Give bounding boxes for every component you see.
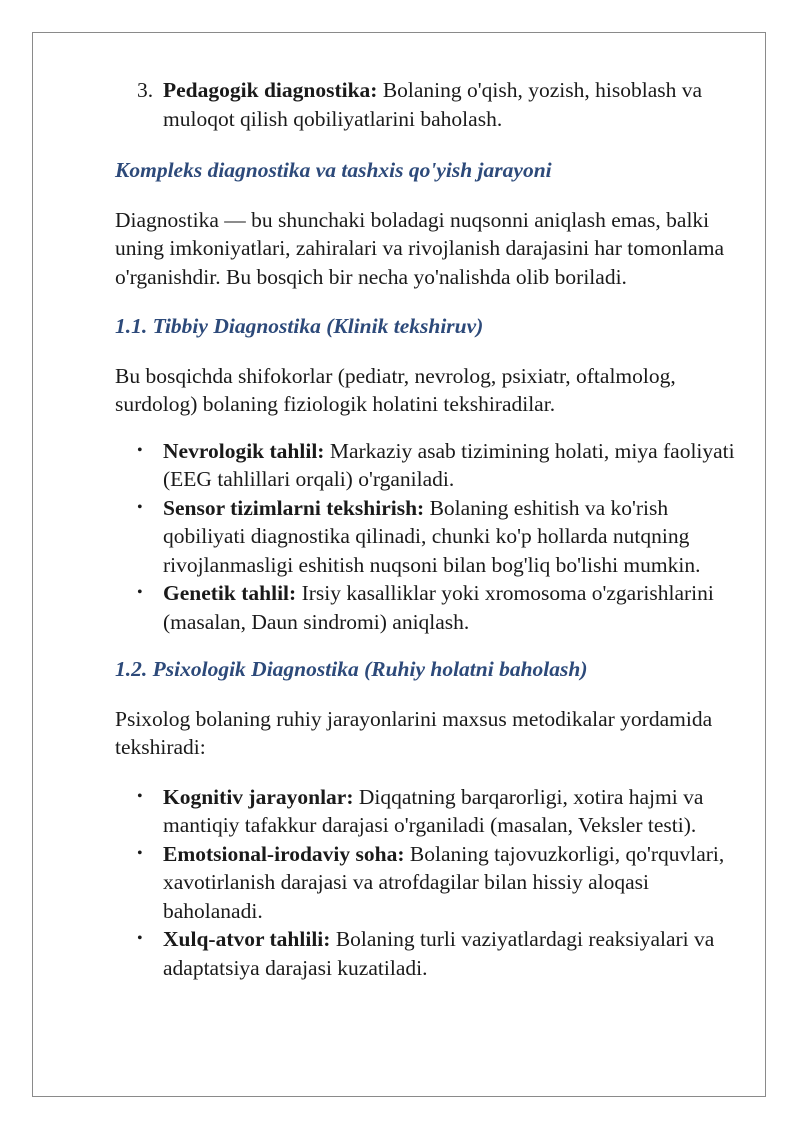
- bullet-text: Diqqatning barqarorligi, xotira hajmi va mantiqiy tafakkur darajasi o'rganiladi (masalan, Veksler testi).: [163, 784, 704, 837]
- bullet-text: Markaziy asab tizimining holati, miya faoliyati (EEG tahlillari orqali) o'rganiladi.: [163, 438, 735, 491]
- bullet-icon: •: [137, 844, 143, 862]
- section-heading-1-1: 1.1. Tibbiy Diagnostika (Klinik tekshiruv): [115, 314, 484, 338]
- section-1-1-paragraph: Bu bosqichda shifokorlar (pediatr, nevrolog, psixiatr, oftalmolog, surdolog) bolaning fiziologik holatini tekshiradilar.: [115, 363, 676, 416]
- bullet-icon: •: [137, 498, 143, 516]
- bullet-term: Genetik tahlil:: [163, 581, 297, 605]
- list-item: [115, 783, 750, 840]
- list-item: [115, 925, 750, 982]
- bullet-icon: •: [137, 787, 143, 805]
- item-text: Bolaning o'qish, yozish, hisoblash va muloqot qilish qobiliyatlarini baholash.: [163, 78, 703, 131]
- list-item: [115, 579, 750, 636]
- section-1-2-bullets: [115, 783, 750, 983]
- list-item: [115, 494, 750, 580]
- bullet-icon: •: [137, 930, 143, 947]
- document-body: [115, 76, 750, 982]
- numbered-item-3: [0, 76, 750, 133]
- bullet-term: Sensor tizimlarni tekshirish:: [163, 495, 425, 520]
- section-heading-1-2: 1.2. Psixologik Diagnostika (Ruhiy holatni baholash): [115, 657, 588, 681]
- bullet-term: Kognitiv jarayonlar:: [163, 784, 354, 809]
- bullet-term: Nevrologik tahlil:: [163, 438, 325, 463]
- bullet-term: Emotsional-irodaviy soha:: [163, 841, 405, 866]
- section-1-1-bullets: [115, 437, 750, 637]
- item-number: 3.: [137, 78, 154, 102]
- item-term: Pedagogik diagnostika:: [163, 78, 378, 102]
- bullet-text: Irsiy kasalliklar yoki xromosoma o'zgarishlarini (masalan, Daun sindromi) aniqlash.: [163, 581, 714, 634]
- list-item: [115, 840, 750, 926]
- bullet-icon: •: [137, 441, 143, 459]
- bullet-text: Bolaning turli vaziyatlardagi reaksiyalari va adaptatsiya darajasi kuzatiladi.: [163, 927, 715, 980]
- bullet-text: Bolaning eshitish va ko'rish qobiliyati diagnostika qilinadi, chunki ko'p hollarda nutqning rivojlanmasligi eshitish nuqsoni bilan bog'liq bo'lishi mumkin.: [163, 495, 701, 577]
- section-heading-main: Kompleks diagnostika va tashxis qo'yish jarayoni: [115, 158, 552, 182]
- bullet-text: Bolaning tajovuzkorligi, qo'rquvlari, xavotirlanish darajasi va atrofdagilar bilan hissiy aloqasi baholanadi.: [163, 841, 725, 923]
- list-item: [115, 437, 750, 494]
- bullet-term: Xulq-atvor tahlili:: [163, 927, 331, 951]
- section-1-2-paragraph: Psixolog bolaning ruhiy jarayonlarini maxsus metodikalar yordamida tekshiradi:: [115, 706, 713, 759]
- intro-paragraph: Diagnostika — bu shunchaki boladagi nuqsonni aniqlash emas, balki uning imkoniyatlari, zahiralari va rivojlanish darajasini har tomonlama o'rganishdir. Bu bosqich bir necha yo'nalishda olib boriladi.: [115, 207, 724, 289]
- bullet-icon: •: [137, 584, 143, 601]
